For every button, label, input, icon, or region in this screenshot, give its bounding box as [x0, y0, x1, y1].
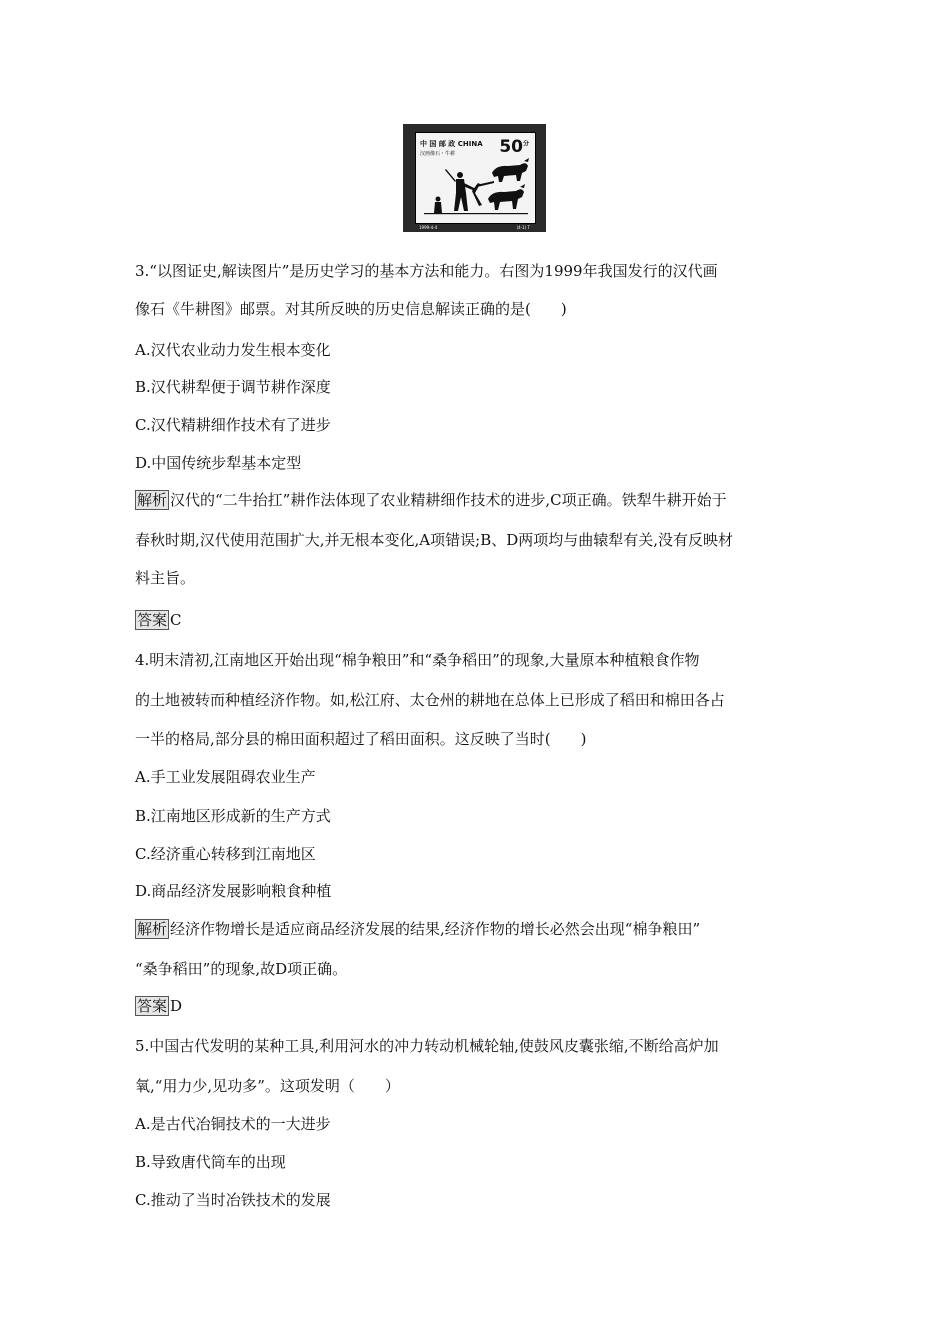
- stamp-footer-left: 1999-4-4: [419, 225, 438, 230]
- q5-option-a: A.是古代冶铜技术的一大进步: [135, 1115, 331, 1133]
- q4-option-b: B.江南地区形成新的生产方式: [135, 807, 331, 825]
- q4-analysis-line2: “桑争稻田”的现象,故D项正确。: [135, 960, 348, 978]
- q3-option-c: C.汉代精耕细作技术有了进步: [135, 416, 331, 434]
- q3-option-d: D.中国传统步犁基本定型: [135, 454, 302, 472]
- stamp-subtitle: 汉画像石・牛耕: [420, 151, 456, 157]
- q4-analysis-line1: 解析 经济作物增长是适应商品经济发展的结果,经济作物的增长必然会出现“棉争粮田”: [137, 920, 701, 938]
- q5-option-b: B.导致唐代筒车的出现: [135, 1153, 286, 1171]
- q3-stem-line1: 3.“以图证史,解读图片”是历史学习的基本方法和能力。右图为1999年我国发行的汉代画: [135, 262, 718, 280]
- q4-answer: 答案 D: [137, 997, 183, 1015]
- q5-stem-line1: 5.中国古代发明的某种工具,利用河水的冲力转动机械轮轴,使鼓风皮囊张缩,不断给高炉加: [135, 1037, 719, 1055]
- q4-option-d: D.商品经济发展影响粮食种植: [135, 882, 332, 900]
- q4-analysis-tag: 解析: [137, 920, 168, 938]
- q3-answer-tag: 答案: [137, 611, 168, 629]
- q3-option-b: B.汉代耕犁便于调节耕作深度: [135, 378, 331, 396]
- q4-stem-line2: 的土地被转而种植经济作物。如,松江府、太仓州的耕地在总体上已形成了稻田和棉田各占: [135, 691, 725, 709]
- q5-option-c: C.推动了当时冶铁技术的发展: [135, 1191, 331, 1209]
- q3-analysis-line3: 料主旨。: [135, 569, 196, 587]
- q3-option-a: A.汉代农业动力发生根本变化: [135, 341, 331, 359]
- q4-stem-line1: 4.明末清初,江南地区开始出现“棉争粮田”和“桑争稻田”的现象,大量原本种植粮食作物: [135, 651, 700, 669]
- q3-analysis-tag: 解析: [137, 491, 168, 509]
- q4-option-c: C.经济重心转移到江南地区: [135, 845, 316, 863]
- q3-analysis-line1: 解析 汉代的“二牛抬扛”耕作法体现了农业精耕细作技术的进步,C项正确。铁犁牛耕开始于: [137, 491, 727, 509]
- stamp-face: [415, 132, 536, 224]
- q5-stem-line2: 氧,“用力少,见功多”。这项发明（ ）: [135, 1077, 400, 1095]
- stamp-header: 中 国 邮 政 CHINA: [420, 140, 483, 148]
- q4-answer-tag: 答案: [137, 997, 168, 1015]
- q3-analysis-line2: 春秋时期,汉代使用范围扩大,并无根本变化,A项错误;B、D两项均与曲辕犁有关,没有反映材: [135, 531, 734, 549]
- q3-answer: 答案 C: [137, 611, 182, 629]
- q3-stem-line2: 像石《牛耕图》邮票。对其所反映的历史信息解读正确的是( ): [135, 300, 567, 318]
- stamp-image: [403, 124, 546, 232]
- q4-stem-line3: 一半的格局,部分县的棉田面积超过了稻田面积。这反映了当时( ): [135, 730, 587, 748]
- q4-option-a: A.手工业发展阻碍农业生产: [135, 768, 316, 786]
- stamp-denomination: $50^分$: [499, 137, 529, 157]
- stamp-footer: [403, 225, 546, 231]
- stamp-footer-right: (4-1) T: [516, 225, 530, 230]
